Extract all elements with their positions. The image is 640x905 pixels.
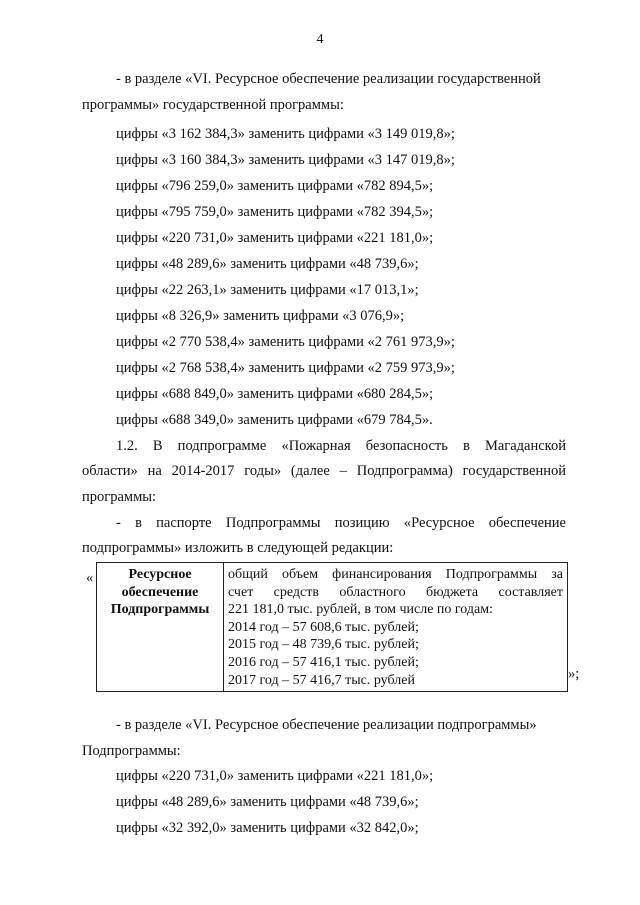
amendment-item: цифры «22 263,1» заменить цифрами «17 013,1»; bbox=[116, 282, 419, 298]
resource-provision-table bbox=[96, 562, 568, 692]
amendment-item: цифры «220 731,0» заменить цифрами «221 181,0»; bbox=[116, 230, 434, 246]
amendment-item: цифры «3 160 384,3» заменить цифрами «3 147 019,8»; bbox=[116, 152, 455, 168]
year-2015-funding: 2015 год – 48 739,6 тыс. рублей; bbox=[228, 637, 419, 653]
amendment-item: цифры «48 289,6» заменить цифрами «48 739,6»; bbox=[116, 256, 419, 272]
para-1-2-line2: области» на 2014-2017 годы» (далее – Подпрограмма) государственной bbox=[82, 463, 566, 479]
para-1-2-line3: программы: bbox=[82, 489, 157, 505]
amendment-item: цифры «2 770 538,4» заменить цифрами «2 761 973,9»; bbox=[116, 334, 455, 350]
page-number: 4 bbox=[316, 32, 324, 47]
amendment-item: цифры «795 759,0» заменить цифрами «782 394,5»; bbox=[116, 204, 434, 220]
table-close-quote: »; bbox=[568, 666, 580, 682]
resource-value-cell bbox=[224, 563, 568, 692]
amendment-item: цифры «688 849,0» заменить цифрами «680 284,5»; bbox=[116, 386, 434, 402]
section-vi-intro-line1: - в разделе «VI. Ресурсное обеспечение реализации государственной bbox=[116, 71, 541, 87]
amendment-item: цифры «796 259,0» заменить цифрами «782 894,5»; bbox=[116, 178, 434, 194]
amendment-item: цифры «2 768 538,4» заменить цифрами «2 759 973,9»; bbox=[116, 360, 455, 376]
resource-label-line: Подпрограммы bbox=[110, 602, 210, 618]
amendments-list-state-program bbox=[116, 125, 455, 437]
amendment-item: цифры «48 289,6» заменить цифрами «48 739,6»; bbox=[116, 794, 419, 810]
amendment-item: цифры «220 731,0» заменить цифрами «221 181,0»; bbox=[116, 768, 434, 784]
section-vi-sub-line2: Подпрограммы: bbox=[82, 743, 181, 759]
resource-value-line: счет средств областного бюджета составляет bbox=[228, 584, 563, 600]
resource-value-line: общий объем финансирования Подпрограммы за bbox=[228, 567, 563, 582]
amendments-list-subprogram bbox=[116, 767, 433, 845]
resource-label-cell bbox=[97, 563, 224, 692]
resource-label-line: Ресурсное bbox=[128, 567, 192, 582]
resource-value-line: 221 181,0 тыс. рублей, в том числе по годам: bbox=[228, 602, 493, 618]
resource-label-line: обеспечение bbox=[121, 584, 199, 600]
table-open-quote: « bbox=[86, 570, 94, 586]
passport-line2: подпрограммы» изложить в следующей редакции: bbox=[82, 540, 394, 556]
year-2014-funding: 2014 год – 57 608,6 тыс. рублей; bbox=[228, 619, 419, 635]
amendment-item: цифры «8 326,9» заменить цифрами «3 076,9»; bbox=[116, 308, 405, 324]
year-2017-funding: 2017 год – 57 416,7 тыс. рублей bbox=[228, 672, 415, 688]
passport-line1: - в паспорте Подпрограммы позицию «Ресурсное обеспечение bbox=[116, 515, 566, 531]
amendment-item: цифры «688 349,0» заменить цифрами «679 784,5». bbox=[116, 412, 433, 428]
year-2016-funding: 2016 год – 57 416,1 тыс. рублей; bbox=[228, 654, 419, 670]
amendment-item: цифры «32 392,0» заменить цифрами «32 842,0»; bbox=[116, 820, 419, 836]
section-vi-intro-line2: программы» государственной программы: bbox=[82, 97, 344, 113]
section-vi-sub-line1: - в разделе «VI. Ресурсное обеспечение реализации подпрограммы» bbox=[116, 717, 537, 733]
amendment-item: цифры «3 162 384,3» заменить цифрами «3 149 019,8»; bbox=[116, 126, 455, 142]
para-1-2-line1: 1.2. В подпрограмме «Пожарная безопасность в Магаданской bbox=[116, 438, 566, 454]
